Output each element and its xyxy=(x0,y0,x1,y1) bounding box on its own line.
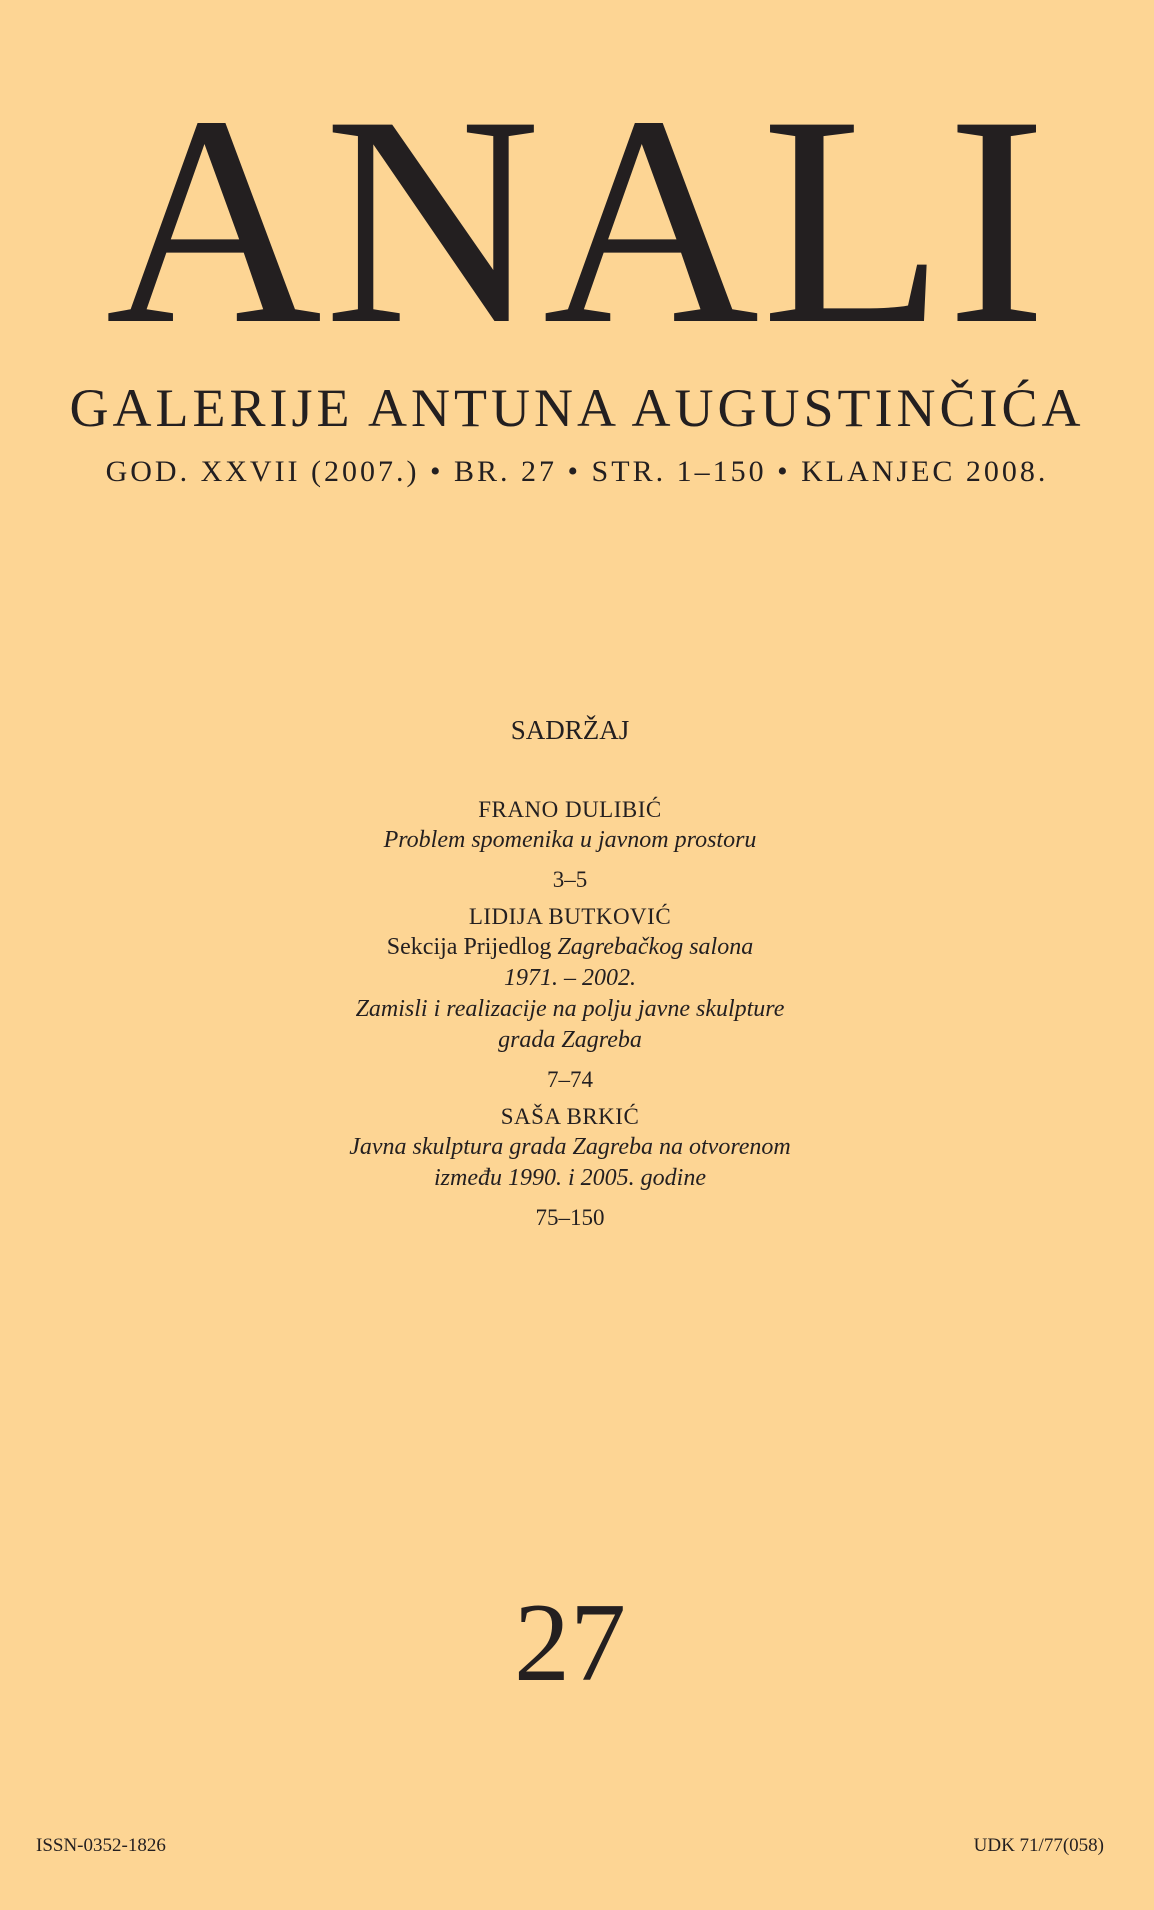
contents-entry-3 xyxy=(0,1101,1140,1233)
entry-title-roman: Sekcija Prijedlog xyxy=(386,934,558,960)
entry-title-line xyxy=(0,932,1140,963)
udk-code: UDK 71/77(058) xyxy=(973,1835,1104,1856)
issue-info-line: GOD. XXVII (2007.) • BR. 27 • STR. 1–150 • KLANJEC 2008. xyxy=(105,455,1049,488)
journal-subtitle: GALERIJE ANTUNA AUGUSTINČIĆA xyxy=(69,378,1085,438)
entry-author: FRANO DULIBIĆ xyxy=(478,797,662,822)
entry-title-line: između 1990. i 2005. godine xyxy=(434,1165,706,1191)
entry-author: SAŠA BRKIĆ xyxy=(500,1104,640,1129)
issue-number: 27 xyxy=(514,1581,626,1705)
table-of-contents xyxy=(0,794,1140,1239)
entry-title-line: Javna skulptura grada Zagreba na otvorenom xyxy=(349,1134,791,1160)
contents-entry-2 xyxy=(0,901,1140,1095)
entry-title-italic: Zagrebačkog salona xyxy=(557,934,754,960)
entry-pages: 7–74 xyxy=(547,1067,593,1092)
issn-code: ISSN-0352-1826 xyxy=(36,1835,166,1856)
entry-title-line: Zamisli i realizacije na polju javne skulpture xyxy=(355,996,785,1022)
entry-pages: 3–5 xyxy=(552,867,588,892)
contents-entry-1 xyxy=(0,794,1140,895)
journal-title: ANALI xyxy=(105,54,1049,386)
entry-author: LIDIJA BUTKOVIĆ xyxy=(468,904,672,929)
entry-pages: 75–150 xyxy=(535,1205,605,1230)
contents-heading: SADRŽAJ xyxy=(510,715,630,745)
entry-title-line: 1971. – 2002. xyxy=(504,965,636,991)
entry-title-line: Problem spomenika u javnom prostoru xyxy=(383,827,757,853)
entry-title-line: grada Zagreba xyxy=(498,1027,642,1053)
